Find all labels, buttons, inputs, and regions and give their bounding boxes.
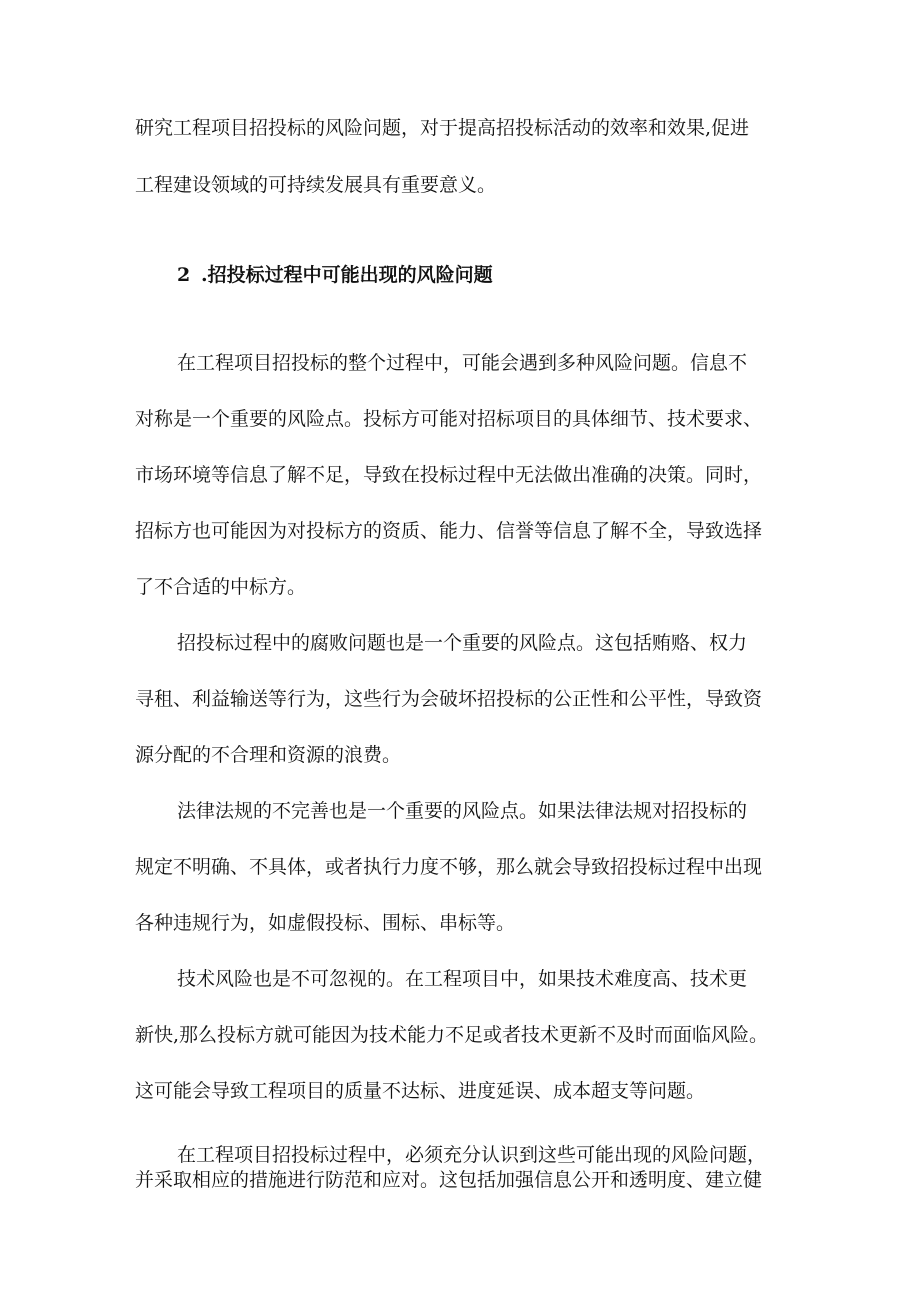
paragraph-4-line-2: 新快,那么投标方就可能因为技术能力不足或者技术更新不及时而面临风险。 xyxy=(135,1024,769,1046)
paragraph-1-line-2: 对称是一个重要的风险点。投标方可能对招标项目的具体细节、技术要求、 xyxy=(135,408,763,430)
section-heading xyxy=(177,263,493,287)
paragraph-5-line-2: 并采取相应的措施进行防范和应对。这包括加强信息公开和透明度、建立健 xyxy=(135,1169,763,1191)
paragraph-3-line-2: 规定不明确、不具体，或者执行力度不够，那么就会导致招投标过程中出现 xyxy=(135,856,763,878)
paragraph-1-line-5: 了不合适的中标方。 xyxy=(135,576,307,598)
paragraph-4-line-1: 技术风险也是不可忽视的。在工程项目中，如果技术难度高、技术更 xyxy=(177,968,748,990)
section-title: .招投标过程中可能出现的风险问题 xyxy=(201,264,493,286)
paragraph-2-line-1: 招投标过程中的腐败问题也是一个重要的风险点。这包括贿赂、权力 xyxy=(177,632,748,654)
paragraph-1-line-1: 在工程项目招投标的整个过程中，可能会遇到多种风险问题。信息不 xyxy=(177,352,748,374)
paragraph-2-line-3: 源分配的不合理和资源的浪费。 xyxy=(135,744,402,766)
paragraph-1-line-3: 市场环境等信息了解不足，导致在投标过程中无法做出准确的决策。同时， xyxy=(135,464,763,486)
section-number: 2 xyxy=(177,264,191,286)
paragraph-3-line-3: 各种违规行为，如虚假投标、围标、串标等。 xyxy=(135,912,516,934)
paragraph-4-line-3: 这可能会导致工程项目的质量不达标、进度延误、成本超支等问题。 xyxy=(135,1080,706,1102)
paragraph-3-line-1: 法律法规的不完善也是一个重要的风险点。如果法律法规对招投标的 xyxy=(177,800,748,822)
paragraph-1-line-4: 招标方也可能因为对投标方的资质、能力、信誉等信息了解不全，导致选择 xyxy=(135,520,763,542)
paragraph-5-line-1: 在工程项目招投标过程中，必须充分认识到这些可能出现的风险问题， xyxy=(177,1144,767,1166)
paragraph-2-line-2: 寻租、利益输送等行为，这些行为会破坏招投标的公正性和公平性，导致资 xyxy=(135,688,763,710)
intro-line-2: 工程建设领域的可持续发展具有重要意义。 xyxy=(135,174,497,196)
intro-line-1: 研究工程项目招投标的风险问题，对于提高招投标活动的效率和效果,促进 xyxy=(135,117,750,139)
